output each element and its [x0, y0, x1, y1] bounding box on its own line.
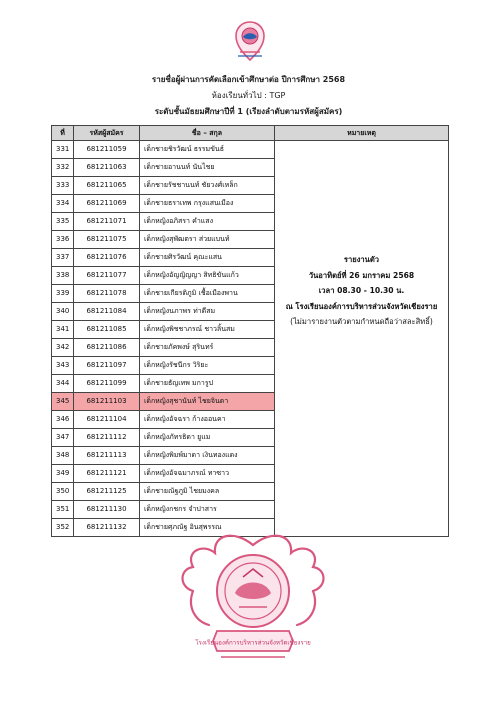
student-name: เด็กชายชิรวัฒน์ ธรรมขันธ์ [140, 141, 275, 159]
student-name: เด็กหญิงพิมพ์มาดา เงินทองแดง [140, 447, 275, 465]
document-title: รายชื่อผู้ผ่านการคัดเลือกเข้าศึกษาต่อ ปีการศึกษา 2568 [151, 75, 346, 84]
applicant-code: 681211059 [74, 141, 140, 159]
row-number: 350 [52, 483, 74, 501]
applicant-code: 681211113 [74, 447, 140, 465]
row-number: 343 [52, 357, 74, 375]
student-name: เด็กหญิงสุชานันท์ ไชยจินดา [140, 393, 275, 411]
student-name: เด็กชายธราเทพ กรุงแสนเมือง [140, 195, 275, 213]
applicant-code: 681211077 [74, 267, 140, 285]
student-name: เด็กชายอานนท์ นันไชย [140, 159, 275, 177]
report-notice-line3: เวลา 08.30 - 10.30 น. [318, 286, 405, 295]
applicant-code: 681211071 [74, 213, 140, 231]
student-name: เด็กหญิงอัญญิญญา สิทธิขันแก้ว [140, 267, 275, 285]
applicant-code: 681211065 [74, 177, 140, 195]
row-number: 352 [52, 519, 74, 537]
report-notice-line2: วันอาทิตย์ที่ 26 มกราคม 2568 [308, 270, 415, 280]
student-name: เด็กหญิงรัชนีกร วิริยะ [140, 357, 275, 375]
report-notice-line4: ณ โรงเรียนองค์การบริหารส่วนจังหวัดเชียงราย [285, 301, 438, 311]
school-seal-icon [173, 527, 333, 675]
school-emblem-icon [232, 20, 268, 64]
student-name: เด็กหญิงนภาพร ท่าดีสม [140, 303, 275, 321]
applicant-code: 681211104 [74, 411, 140, 429]
applicant-code: 681211121 [74, 465, 140, 483]
student-name: เด็กหญิงอภิสรา คำแสง [140, 213, 275, 231]
student-name: เด็กหญิงสุพัฒตรา ส่วยแบนท์ [140, 231, 275, 249]
applicant-code: 681211125 [74, 483, 140, 501]
row-number: 348 [52, 447, 74, 465]
applicant-code: 681211099 [74, 375, 140, 393]
student-name: เด็กชายธัญเทพ มการูป [140, 375, 275, 393]
student-name: เด็กชายณัฐภูมิ ไชยมงคล [140, 483, 275, 501]
classroom-label: ห้องเรียนทั่วไป : TGP [211, 91, 286, 100]
student-name: เด็กหญิงกชกร จำปาสาร [140, 501, 275, 519]
grade-level-label: ระดับชั้นมัธยมศึกษาปีที่ 1 (เรียงลำดับตามรหัสผู้สมัคร) [154, 107, 343, 116]
student-name: เด็กชายรัชชานนท์ ชัยวงศ์เหล็ก [140, 177, 275, 195]
table-row [52, 141, 449, 159]
column-header-code: รหัสผู้สมัคร [74, 126, 140, 141]
row-number: 331 [52, 141, 74, 159]
applicant-code: 681211085 [74, 321, 140, 339]
row-number: 338 [52, 267, 74, 285]
student-name: เด็กชายศุภณัฐ อินสุพรรณ [140, 519, 275, 537]
column-header-name: ชื่อ – สกุล [140, 126, 275, 141]
student-name: เด็กหญิงภัทรธิดา ยูแม [140, 429, 275, 447]
row-number: 351 [52, 501, 74, 519]
student-name: เด็กชายเกียรติภูมิ เชื้อเมืองพาน [140, 285, 275, 303]
student-name: เด็กชายศิรวัฒน์ คุณะแสน [140, 249, 275, 267]
remark-cell [275, 141, 449, 537]
applicant-code: 681211132 [74, 519, 140, 537]
row-number: 333 [52, 177, 74, 195]
row-number: 339 [52, 285, 74, 303]
report-notice [275, 252, 448, 330]
student-name: เด็กชายภัคพงษ์ สุรินทร์ [140, 339, 275, 357]
row-number: 332 [52, 159, 74, 177]
applicant-code: 681211075 [74, 231, 140, 249]
applicant-code: 681211097 [74, 357, 140, 375]
column-header-remark: หมายเหตุ [275, 126, 449, 141]
row-number: 349 [52, 465, 74, 483]
row-number: 341 [52, 321, 74, 339]
applicant-code: 681211130 [74, 501, 140, 519]
applicant-code: 681211063 [74, 159, 140, 177]
applicant-code: 681211069 [74, 195, 140, 213]
applicant-code: 681211078 [74, 285, 140, 303]
column-header-no: ที่ [52, 126, 74, 141]
row-number: 336 [52, 231, 74, 249]
report-notice-line1: รายงานตัว [343, 255, 380, 264]
row-number: 347 [52, 429, 74, 447]
student-name: เด็กหญิงอัจฉรา ก้างออนคา [140, 411, 275, 429]
report-notice-line5: (ไม่มารายงานตัวตามกำหนดถือว่าสละสิทธิ์) [290, 317, 433, 326]
applicant-code: 681211076 [74, 249, 140, 267]
row-number: 334 [52, 195, 74, 213]
row-number: 344 [52, 375, 74, 393]
row-number: 337 [52, 249, 74, 267]
student-list-table [51, 125, 449, 537]
applicant-code: 681211086 [74, 339, 140, 357]
student-name: เด็กหญิงอัจฉมาภรณ์ ทาซาว [140, 465, 275, 483]
seal-caption: โรงเรียนองค์การบริหารส่วนจังหวัดเชียงราย [195, 639, 311, 647]
row-number: 342 [52, 339, 74, 357]
row-number: 345 [52, 393, 74, 411]
row-number: 346 [52, 411, 74, 429]
applicant-code: 681211084 [74, 303, 140, 321]
row-number: 340 [52, 303, 74, 321]
applicant-code: 681211112 [74, 429, 140, 447]
applicant-code: 681211103 [74, 393, 140, 411]
student-name: เด็กหญิงพิชชาภรณ์ ชาวลิ้นสม [140, 321, 275, 339]
table-header-row [52, 126, 449, 141]
row-number: 335 [52, 213, 74, 231]
